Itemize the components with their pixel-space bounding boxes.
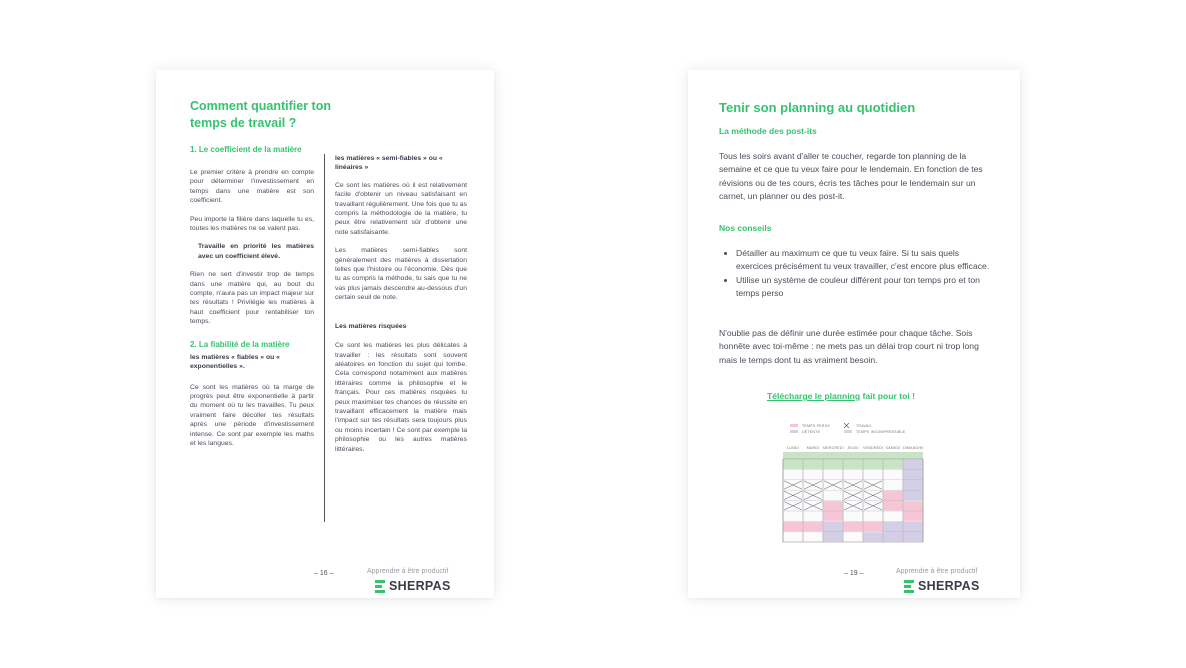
page-title: Tenir son planning au quotidien bbox=[719, 100, 916, 115]
section-heading-2: 2. La fiabilité de la matière bbox=[190, 339, 290, 349]
title-line-1: Comment quantifier ton bbox=[190, 99, 331, 113]
download-planning-link[interactable] bbox=[767, 391, 915, 401]
page-19 bbox=[688, 70, 1020, 598]
planner-days bbox=[783, 446, 923, 450]
planner-block bbox=[844, 460, 863, 469]
page-16 bbox=[156, 70, 494, 598]
list-item: • Détailler au maximum ce que tu veux faire. Si tu sais quels exercices précisément tu veux travailler, c'est encore plus efficace. bbox=[736, 247, 990, 274]
page-number: – 16 – bbox=[314, 570, 334, 577]
day-label: JEUDI bbox=[847, 446, 859, 450]
sherpas-logo-icon bbox=[904, 580, 914, 593]
list-item: • Utilise un système de couleur différent pour ton temps pro et ton temps perso bbox=[736, 274, 990, 301]
paragraph: Tous les soirs avant d'aller te coucher, regarde ton planning de la semaine et ce que tu veux faire pour le lendemain. En fonction de tes révisions ou de tes cours, écris tes tâches pour le lendemain sur un carnet, un planner ou des post-it. bbox=[719, 151, 983, 202]
paragraph: Ce sont les matières où ta marge de progrès peut être exponentielle à partir du moment où tu les travailles. Tu peux vraiment faire décoller tes résultats après une période d'investissement intense. Ce sont par exemple les maths et les langues. bbox=[190, 383, 314, 447]
footer-tagline: Apprendre à être productif bbox=[367, 568, 449, 575]
cta-rest: fait pour toi ! bbox=[860, 391, 916, 401]
planner-illustration bbox=[776, 422, 928, 548]
highlight-text: les matières « fiables » ou « exponentielles ». bbox=[190, 353, 280, 371]
day-label: LUNDI bbox=[787, 446, 799, 450]
planner-image bbox=[776, 422, 928, 548]
title-line-2: temps de travail ? bbox=[190, 116, 297, 130]
section-subheading: Les matières risquées bbox=[335, 322, 407, 330]
planner-block bbox=[784, 460, 803, 469]
paragraph: Le premier critère à prendre en compte pour déterminer l'investissement en temps dans une matière est son coefficient. bbox=[190, 169, 314, 205]
planner-block bbox=[784, 522, 803, 531]
highlight-text: les matières « semi-fiables » ou « linéaires » bbox=[335, 155, 443, 172]
day-label: DIMANCHE bbox=[903, 446, 924, 450]
sherpas-logo bbox=[904, 579, 980, 593]
paragraph: Les matières semi-fiables sont généralement des matières à dissertation telles que l'histoire ou l'économie. Dès que tu as compris la méthode, tu sais que tu ne vas plus jamais descendre au-dessous d'un certain seuil de note. bbox=[335, 247, 467, 302]
sherpas-logo-icon bbox=[375, 580, 385, 593]
download-link-text[interactable]: Télécharge le planning bbox=[767, 391, 861, 401]
section-heading: Nos conseils bbox=[719, 223, 772, 233]
legend-swatch-incompressible bbox=[844, 430, 852, 433]
planner-block bbox=[804, 460, 823, 469]
footer-tagline: Apprendre à être productif bbox=[896, 568, 978, 575]
legend-label: DÉTENTE bbox=[802, 430, 821, 434]
logo-text: SHERPAS bbox=[389, 579, 451, 593]
sherpas-logo bbox=[375, 579, 451, 593]
logo-text: SHERPAS bbox=[918, 579, 980, 593]
page-subtitle: La méthode des post-its bbox=[719, 126, 817, 136]
column-1 bbox=[190, 145, 314, 448]
legend-swatch-detente bbox=[790, 430, 798, 433]
legend-label: TRAVAIL bbox=[856, 424, 872, 428]
day-label: VENDREDI bbox=[863, 446, 884, 450]
section-heading-1: 1. Le coefficient de la matière bbox=[190, 145, 302, 154]
planner-block bbox=[864, 460, 883, 469]
legend-label: TEMPS PERSO bbox=[802, 424, 831, 428]
column-divider bbox=[324, 154, 325, 522]
planner-block bbox=[884, 460, 903, 469]
day-label: SAMEDI bbox=[885, 446, 901, 450]
paragraph: Peu importe la filière dans laquelle tu es, toutes les matières ne se valent pas. bbox=[190, 215, 314, 233]
column-2 bbox=[335, 154, 467, 454]
page-title bbox=[190, 98, 331, 132]
planner-block bbox=[844, 522, 863, 531]
paragraph: Ce sont les matières les plus délicates à travailler : les résultats sont souvent aléatoires en fonction du sujet qui tombe. Cela correspond notamment aux matières littéraires comme la philosophie et le français. Pour ces matières risquées tu peux maximiser tes chances de réussite en travaillant efficacement la matière mais l'impact sur tes résultats sera toujours plus ou moins incertain ! Ce sont par exemple la philosophie ou les autres matières littéraires. bbox=[335, 342, 467, 453]
paragraph: Ce sont les matières où il est relativement facile d'obtenir un niveau satisfaisant en travaillant régulièrement. Une fois que tu as compris la méthodologie de la matière, tu peux être relativement sûr d'obtenir une note satisfaisante. bbox=[335, 181, 467, 236]
tips-list bbox=[724, 247, 990, 301]
day-label: MARDI bbox=[806, 446, 820, 450]
planner-block bbox=[864, 522, 883, 531]
planner-block bbox=[824, 460, 843, 469]
legend-label: TEMPS INCOMPRESSIBLE bbox=[856, 430, 906, 434]
highlight-text: Travaille en priorité les matières avec un coefficient élevé. bbox=[198, 243, 314, 260]
paragraph: Rien ne sert d'investir trop de temps dans une matière qui, au bout du compte, n'aura pas un impact majeur sur tes résultats ! Privilégie les matières à haut coefficient pour rentabiliser ton temps. bbox=[190, 271, 314, 326]
planner-block bbox=[864, 532, 883, 541]
day-label: MERCREDI bbox=[823, 446, 844, 450]
page-number: – 19 – bbox=[844, 570, 864, 577]
planner-block bbox=[804, 522, 823, 531]
paragraph: N'oublie pas de définir une durée estimée pour chaque tâche. Sois honnête avec toi-même : ne mets pas un délai trop court ni trop long mais le temps dont tu as vraiment besoin. bbox=[719, 328, 979, 365]
legend-swatch-perso bbox=[790, 424, 798, 427]
